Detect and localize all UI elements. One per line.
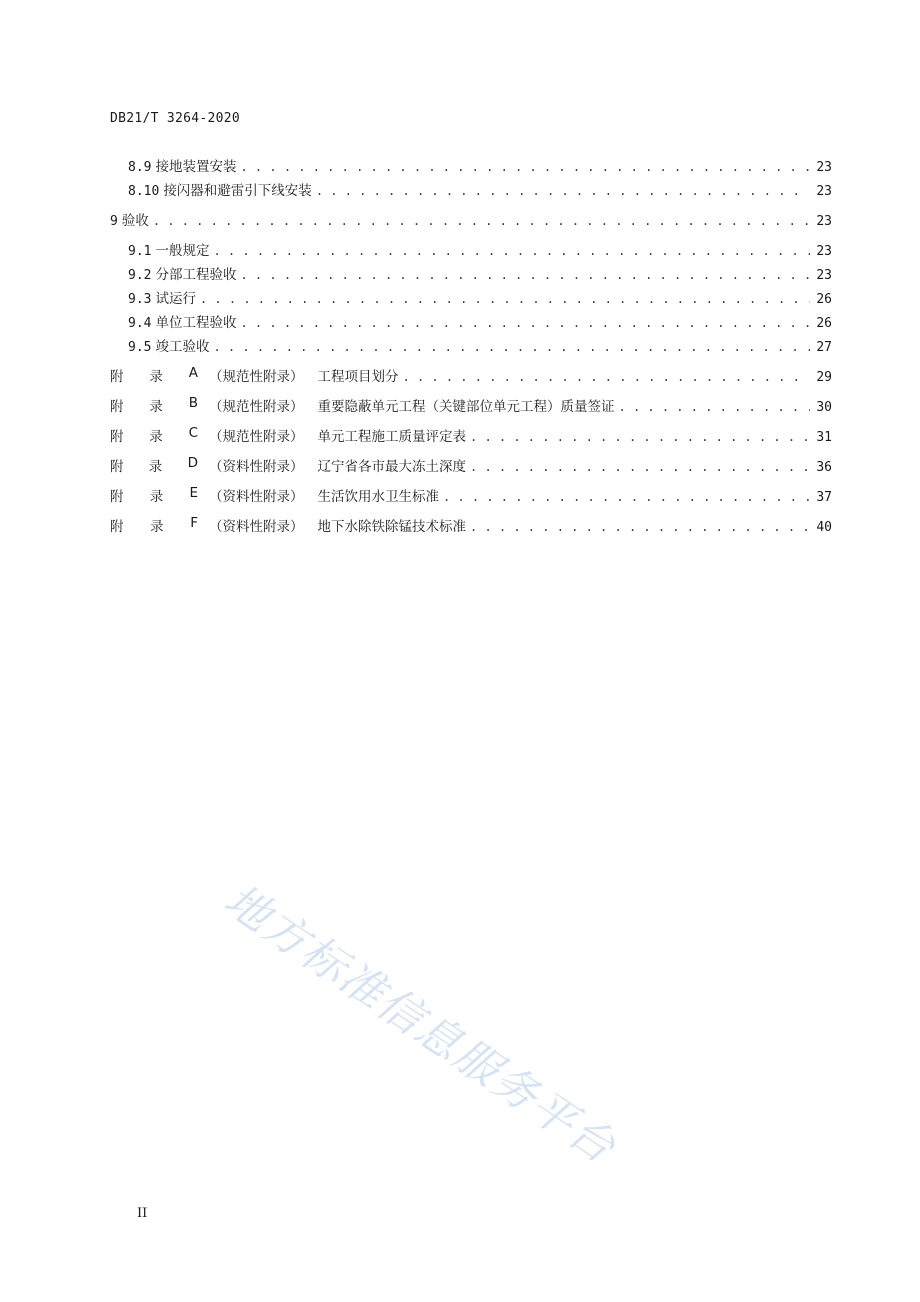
toc-title: 试运行	[155, 291, 196, 307]
toc-entry-9-5[interactable]	[110, 335, 832, 355]
document-code: DB21/T 3264-2020	[110, 111, 241, 126]
appendix-lead	[110, 395, 198, 415]
toc-entry-9-2[interactable]	[110, 263, 832, 283]
appendix-letter: A	[188, 365, 198, 381]
dot-leader	[240, 160, 810, 174]
toc-entry-appendix-d[interactable]	[110, 455, 832, 475]
dot-leader	[213, 244, 810, 258]
dot-leader	[403, 370, 811, 384]
toc-page: 31	[816, 430, 832, 445]
appendix-word-fu: 附	[110, 369, 124, 385]
toc-title: 接地装置安装	[155, 159, 237, 175]
toc-entry-appendix-e[interactable]	[110, 485, 832, 505]
toc-page: 23	[816, 268, 832, 283]
dot-leader	[443, 490, 810, 504]
toc-title: 单元工程施工质量评定表	[317, 429, 466, 445]
toc-entry-9-1[interactable]	[110, 239, 832, 259]
watermark: 地方标准信息服务平台	[215, 874, 626, 1175]
appendix-lead	[110, 425, 198, 445]
toc-page: 37	[816, 490, 832, 505]
toc-number: 8.10	[128, 184, 160, 199]
toc-entry-8-10[interactable]	[110, 179, 832, 199]
toc-title: 重要隐蔽单元工程（关键部位单元工程）质量签证	[317, 399, 615, 415]
appendix-lead	[110, 365, 198, 385]
toc-title: 验收	[121, 213, 149, 229]
toc-number: 9.1	[128, 244, 152, 259]
dot-leader	[213, 340, 810, 354]
toc-title: 接闪器和避雷引下线安装	[163, 183, 312, 199]
toc-number: 9	[110, 214, 118, 229]
dot-leader	[470, 430, 810, 444]
toc-page: 29	[816, 370, 832, 385]
toc-page: 26	[816, 292, 832, 307]
appendix-word-lu: 录	[149, 429, 163, 445]
toc-page: 23	[816, 244, 832, 259]
toc-title: 竣工验收	[155, 339, 210, 355]
dot-leader	[619, 400, 811, 414]
appendix-lead	[110, 485, 198, 505]
appendix-type: （规范性附录）	[209, 369, 304, 385]
toc-page: 23	[816, 214, 832, 229]
appendix-lead	[110, 455, 198, 475]
appendix-word-lu: 录	[149, 489, 164, 505]
toc-title: 辽宁省各市最大冻土深度	[317, 459, 466, 475]
appendix-lead	[110, 515, 198, 535]
appendix-type: （规范性附录）	[209, 399, 304, 415]
toc-entry-9[interactable]	[110, 209, 832, 229]
appendix-type: （规范性附录）	[209, 429, 304, 445]
toc-entry-9-3[interactable]	[110, 287, 832, 307]
toc-page: 23	[816, 160, 832, 175]
toc-title: 工程项目划分	[317, 369, 399, 385]
appendix-word-fu: 附	[110, 399, 124, 415]
appendix-word-lu: 录	[148, 459, 163, 475]
toc-title: 生活饮用水卫生标准	[317, 489, 439, 505]
appendix-word-lu: 录	[150, 519, 164, 535]
appendix-word-lu: 录	[149, 399, 163, 415]
toc-title: 单位工程验收	[155, 315, 237, 331]
toc-number: 9.2	[128, 268, 152, 283]
appendix-type: （资料性附录）	[209, 459, 304, 475]
toc-page: 30	[816, 400, 832, 415]
appendix-word-fu: 附	[110, 519, 124, 535]
toc-page: 23	[816, 184, 832, 199]
toc-number: 8.9	[128, 160, 152, 175]
toc-number: 9.5	[128, 340, 152, 355]
toc-page: 26	[816, 316, 832, 331]
appendix-word-fu: 附	[110, 429, 124, 445]
dot-leader	[470, 520, 810, 534]
appendix-word-lu: 录	[149, 369, 163, 385]
toc-entry-8-9[interactable]	[110, 155, 832, 175]
toc-page: 36	[816, 460, 832, 475]
dot-leader	[240, 268, 810, 282]
appendix-letter: F	[190, 515, 198, 531]
toc-page: 27	[816, 340, 832, 355]
appendix-word-fu: 附	[110, 459, 124, 475]
appendix-letter: E	[189, 485, 198, 501]
appendix-type: （资料性附录）	[209, 489, 304, 505]
appendix-word-fu: 附	[110, 489, 124, 505]
toc-entry-9-4[interactable]	[110, 311, 832, 331]
toc-title: 一般规定	[155, 243, 210, 259]
toc-title: 分部工程验收	[155, 267, 237, 283]
toc-entry-appendix-f[interactable]	[110, 515, 832, 535]
toc-title: 地下水除铁除锰技术标准	[317, 519, 466, 535]
dot-leader	[200, 292, 810, 306]
appendix-letter: B	[188, 395, 198, 411]
toc-entry-appendix-b[interactable]	[110, 395, 832, 415]
toc-page: 40	[816, 520, 832, 535]
dot-leader	[316, 184, 810, 198]
appendix-letter: C	[188, 425, 198, 441]
dot-leader	[470, 460, 810, 474]
toc-number: 9.4	[128, 316, 152, 331]
dot-leader	[153, 214, 810, 228]
toc-entry-appendix-c[interactable]	[110, 425, 832, 445]
footer-page-number: II	[137, 1206, 148, 1221]
appendix-letter: D	[187, 455, 198, 471]
toc-number: 9.3	[128, 292, 152, 307]
appendix-type: （资料性附录）	[209, 519, 304, 535]
toc-entry-appendix-a[interactable]	[110, 365, 832, 385]
dot-leader	[240, 316, 810, 330]
